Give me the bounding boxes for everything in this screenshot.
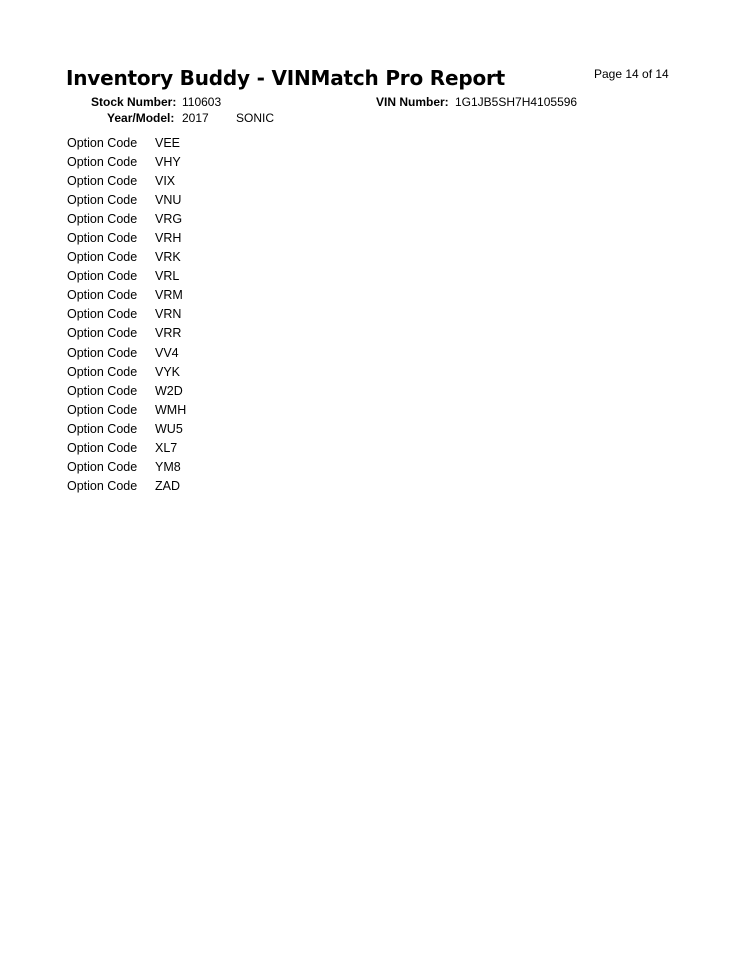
option-row <box>67 343 186 362</box>
option-row <box>67 209 186 228</box>
option-code-label: Option Code <box>67 345 138 360</box>
option-code-value: VNU <box>155 192 182 207</box>
option-code-value: ZAD <box>155 479 180 494</box>
option-code-value: VRH <box>155 231 182 246</box>
vin-number-value: 1G1JB5SH7H4105596 <box>455 95 578 109</box>
option-row <box>67 190 186 209</box>
model-value: SONIC <box>236 111 275 125</box>
option-row <box>67 439 186 458</box>
option-code-value: VV4 <box>155 345 179 360</box>
option-code-label: Option Code <box>67 383 138 398</box>
option-code-value: VRG <box>155 211 183 226</box>
option-code-value: VEE <box>155 135 181 150</box>
option-code-label: Option Code <box>67 154 138 169</box>
option-code-label: Option Code <box>67 250 138 265</box>
option-row <box>67 381 186 400</box>
option-row <box>67 171 186 190</box>
option-code-value: XL7 <box>155 441 178 456</box>
option-code-value: VYK <box>155 364 181 379</box>
option-code-label: Option Code <box>67 307 138 322</box>
option-code-value: WMH <box>155 402 187 417</box>
stock-number-value: 110603 <box>182 95 222 109</box>
option-code-label: Option Code <box>67 231 138 246</box>
option-code-value: VRL <box>155 269 180 284</box>
option-code-label: Option Code <box>67 211 138 226</box>
option-row <box>67 419 186 438</box>
option-code-value: VRN <box>155 307 182 322</box>
option-code-label: Option Code <box>67 421 138 436</box>
option-code-value: VRR <box>155 326 182 341</box>
option-row <box>67 458 186 477</box>
option-row <box>67 267 186 286</box>
page-number: Page 14 of 14 <box>594 67 669 81</box>
option-code-value: YM8 <box>155 460 181 475</box>
stock-number-label: Stock Number: <box>91 95 177 109</box>
option-code-label: Option Code <box>67 479 138 494</box>
option-code-label: Option Code <box>67 192 138 207</box>
option-code-label: Option Code <box>67 173 138 188</box>
report-title: Inventory Buddy - VINMatch Pro Report <box>66 66 506 90</box>
option-row <box>67 152 186 171</box>
year-value: 2017 <box>182 111 209 125</box>
option-code-label: Option Code <box>67 135 138 150</box>
option-row <box>67 324 186 343</box>
option-row <box>67 228 186 247</box>
option-code-label: Option Code <box>67 402 138 417</box>
option-code-value: W2D <box>155 383 183 398</box>
option-code-value: WU5 <box>155 421 183 436</box>
vin-number-label: VIN Number: <box>376 95 449 109</box>
option-row <box>67 362 186 381</box>
option-row <box>67 305 186 324</box>
option-code-value: VRK <box>155 250 181 265</box>
option-row <box>67 286 186 305</box>
option-code-value: VHY <box>155 154 181 169</box>
option-row <box>67 477 186 496</box>
option-row <box>67 400 186 419</box>
option-row <box>67 248 186 267</box>
option-code-label: Option Code <box>67 441 138 456</box>
option-code-value: VIX <box>155 173 176 188</box>
option-code-label: Option Code <box>67 460 138 475</box>
option-code-label: Option Code <box>67 288 138 303</box>
option-code-list <box>67 133 186 496</box>
option-row <box>67 133 186 152</box>
year-model-label: Year/Model: <box>107 111 175 125</box>
option-code-label: Option Code <box>67 269 138 284</box>
option-code-label: Option Code <box>67 326 138 341</box>
option-code-label: Option Code <box>67 364 138 379</box>
option-code-value: VRM <box>155 288 183 303</box>
